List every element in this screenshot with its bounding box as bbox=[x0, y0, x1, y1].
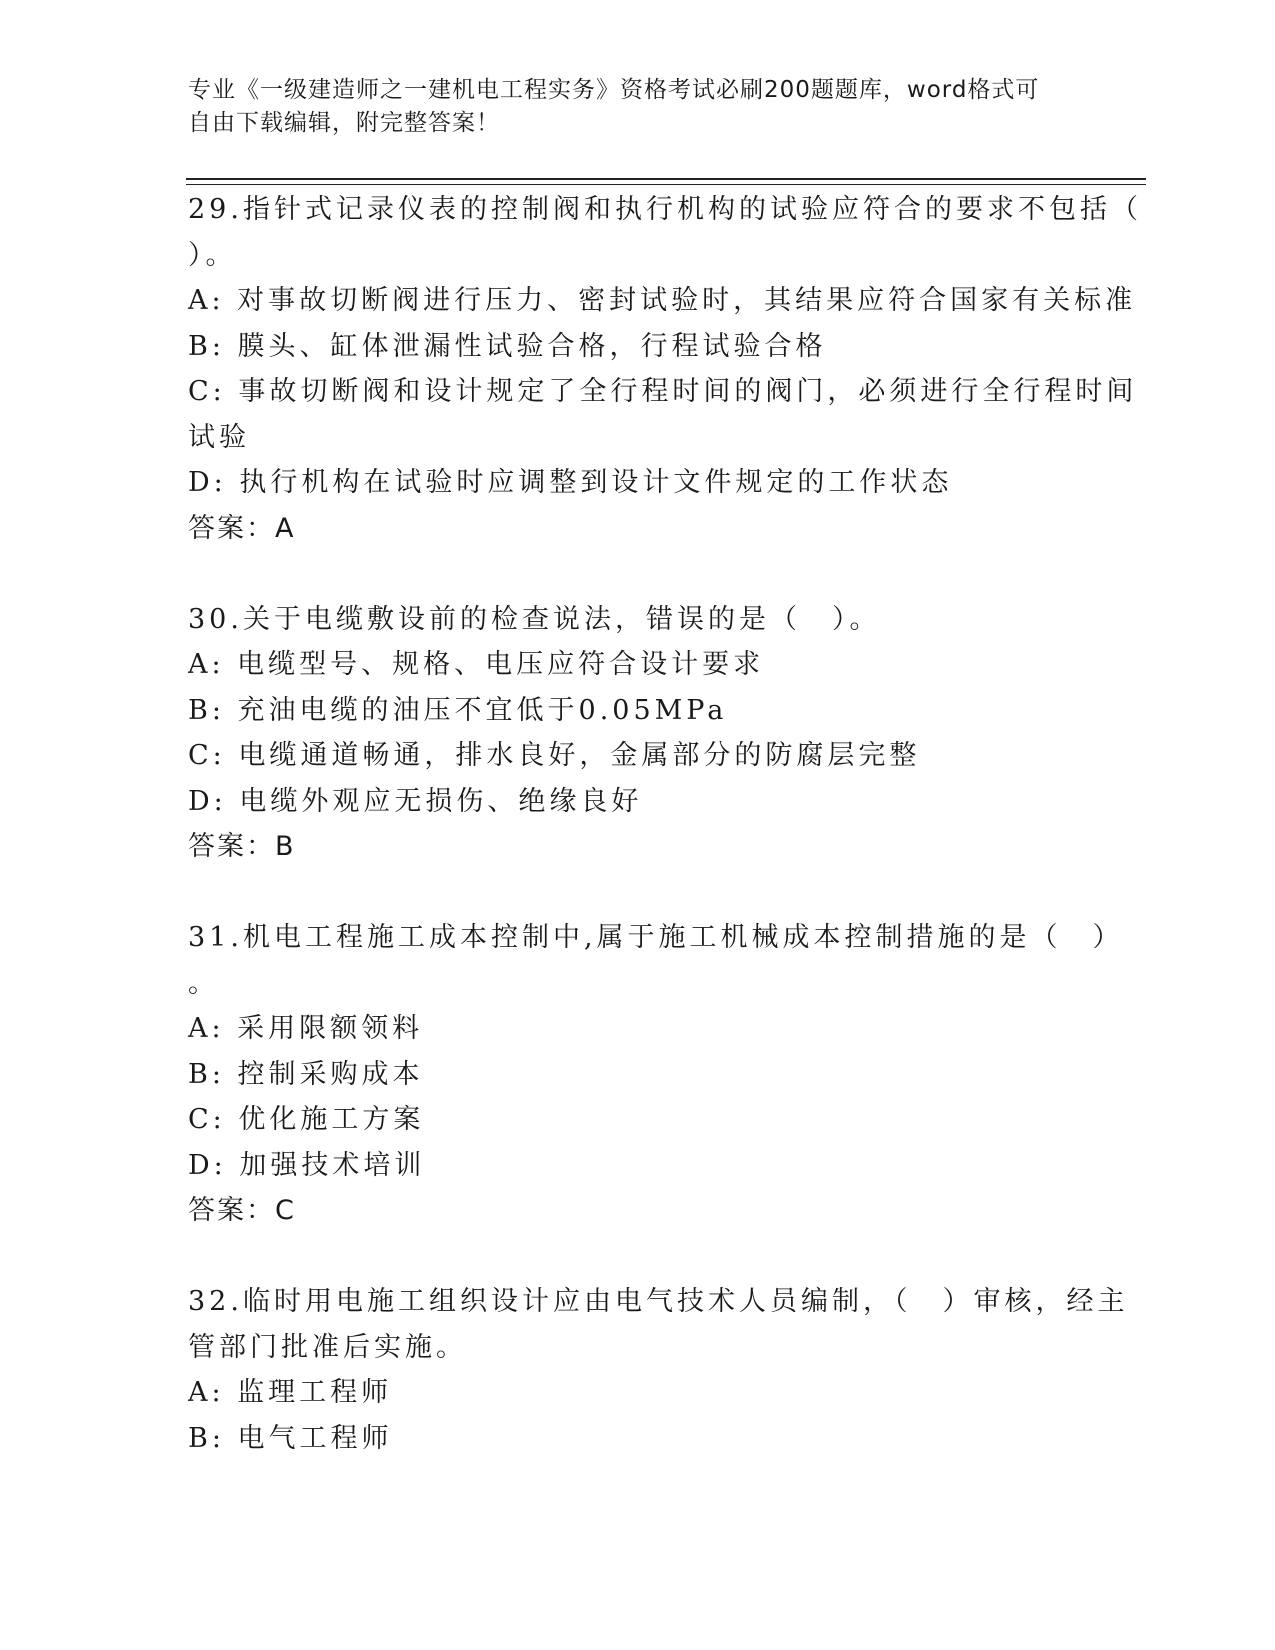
header-divider-thin bbox=[186, 184, 1146, 185]
spacer bbox=[188, 870, 1088, 916]
question-stem: 31.机电工程施工成本控制中,属于施工机械成本控制措施的是（ ） bbox=[188, 922, 1124, 953]
question-30 bbox=[188, 597, 1088, 870]
option-b: B: 控制采购成本 bbox=[188, 1058, 424, 1090]
option-a: A: 监理工程师 bbox=[188, 1377, 393, 1408]
option-a: A: 对事故切断阀进行压力、密封试验时，其结果应符合国家有关标准 bbox=[188, 285, 1137, 316]
option-c-continued: 试验 bbox=[188, 421, 250, 453]
question-stem: 32.临时用电施工组织设计应由电气技术人员编制，（ ）审核，经主 bbox=[188, 1286, 1129, 1317]
option-d: D: 执行机构在试验时应调整到设计文件规定的工作状态 bbox=[188, 467, 953, 498]
option-a: A: 电缆型号、规格、电压应符合设计要求 bbox=[188, 649, 765, 680]
option-b: B: 膜头、缸体泄漏性试验合格，行程试验合格 bbox=[188, 330, 827, 362]
option-d: D: 加强技术培训 bbox=[188, 1149, 426, 1181]
answer-label: 答案：C bbox=[188, 1195, 296, 1226]
option-c: C: 电缆通道畅通，排水良好，金属部分的防腐层完整 bbox=[188, 740, 921, 771]
spacer bbox=[188, 1234, 1088, 1280]
option-b: B: 充油电缆的油压不宜低于0.05MPa bbox=[188, 694, 728, 726]
question-stem: 30.关于电缆敷设前的检查说法，错误的是（ ）。 bbox=[188, 603, 881, 635]
question-32 bbox=[188, 1279, 1129, 1461]
question-list bbox=[188, 187, 1142, 1461]
header-line-2: 自由下载编辑，附完整答案！ bbox=[188, 110, 500, 136]
spacer bbox=[188, 551, 1088, 597]
question-stem: 管部门批准后实施。 bbox=[188, 1331, 467, 1363]
option-d: D: 电缆外观应无损伤、绝缘良好 bbox=[188, 785, 643, 817]
option-c: C: 优化施工方案 bbox=[188, 1104, 425, 1135]
header-line-1: 专业《一级建造师之一建机电工程实务》资格考试必刷200题题库，word格式可 bbox=[188, 77, 1040, 103]
option-a: A: 采用限额领料 bbox=[188, 1013, 424, 1044]
answer-label: 答案：B bbox=[188, 831, 296, 862]
question-stem: 29.指针式记录仪表的控制阀和执行机构的试验应符合的要求不包括（ bbox=[188, 194, 1142, 225]
option-c: C: 事故切断阀和设计规定了全行程时间的阀门，必须进行全行程时间 bbox=[188, 376, 1138, 407]
question-stem: ）。 bbox=[188, 239, 237, 271]
answer-label: 答案：A bbox=[188, 512, 296, 544]
option-b: B: 电气工程师 bbox=[188, 1422, 393, 1454]
question-31 bbox=[188, 915, 1124, 1234]
question-stem: 。 bbox=[188, 967, 219, 999]
question-29 bbox=[188, 187, 1142, 551]
header-divider-thick bbox=[186, 178, 1146, 180]
document-header bbox=[188, 74, 1068, 140]
